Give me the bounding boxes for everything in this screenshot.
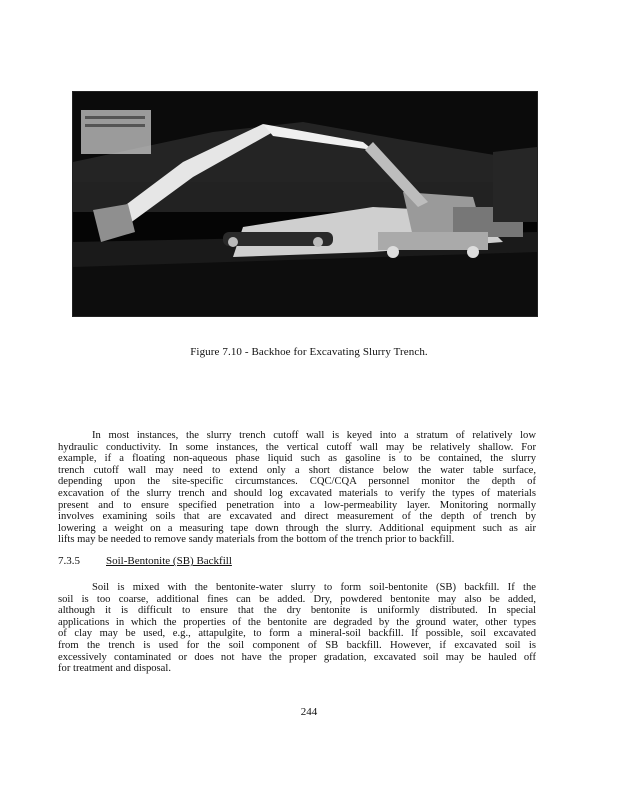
paragraph-line: from the trench is used for the soil component of SB backfill. However, if excavated soil is — [58, 639, 536, 651]
paragraph-line: applications in which the properties of the bentonite are degraded by the ground water, other types — [58, 616, 536, 628]
paragraph-line: lowering a weight on a measuring tape down through the slurry. Additional equipment such as air — [58, 522, 536, 534]
page-number: 244 — [300, 706, 318, 718]
figure-caption: Figure 7.10 - Backhoe for Excavating Slurry Trench. — [190, 346, 428, 358]
section-heading — [58, 555, 232, 567]
paragraph-line: of clay may be used, e.g., attapulgite, to form a mineral-soil backfill. If possible, soil excavated — [58, 628, 536, 640]
paragraph-line: lifts may be needed to remove sandy materials from the bottom of the trench prior to backfill. — [58, 534, 455, 546]
backhoe-photo-graphic — [73, 92, 537, 316]
paragraph-line: present and to ensure specified penetration into a low-permeability layer. Monitoring normally — [58, 499, 536, 511]
paragraph-line: although it is difficult to ensure that the dry bentonite is uniformly distributed. In special — [58, 605, 536, 617]
paragraph-line: soil is too coarse, additional fines can be added. Dry, powdered bentonite may also be added, — [58, 593, 536, 605]
paragraph-slurry-trench — [58, 430, 536, 546]
paragraph-line: In most instances, the slurry trench cutoff wall is keyed into a stratum of relatively low — [92, 430, 536, 441]
backhoe-photo — [72, 91, 538, 317]
section-title: Soil-Bentonite (SB) Backfill — [106, 555, 232, 567]
paragraph-sb-backfill — [58, 582, 536, 675]
paragraph-line: excessively contaminated or does not have the proper gradation, excavated soil may be hauled off — [58, 651, 536, 663]
paragraph-line: example, if a floating non-aqueous phase liquid such as gasoline is to be contained, the slurry — [58, 453, 536, 465]
paragraph-line: hydraulic conductivity. In some instances, the vertical cutoff wall may be relatively shallow. For — [58, 441, 536, 453]
paragraph-line: excavation of the slurry trench and should log excavated materials to verify the types of materials — [58, 487, 536, 499]
paragraph-line: for treatment and disposal. — [58, 663, 171, 675]
paragraph-line: involves examining soils that are excavated and direct measurement of the depth of trench by — [58, 511, 536, 523]
paragraph-line: trench cutoff wall may need to extend only a short distance below the water table surface, — [58, 464, 536, 476]
paragraph-line: depending upon the site-specific circumstances. CQC/CQA personnel monitor the depth of — [58, 476, 536, 488]
section-number: 7.3.5 — [58, 555, 80, 567]
paragraph-line: Soil is mixed with the bentonite-water slurry to form soil-bentonite (SB) backfill. If the — [92, 582, 536, 593]
